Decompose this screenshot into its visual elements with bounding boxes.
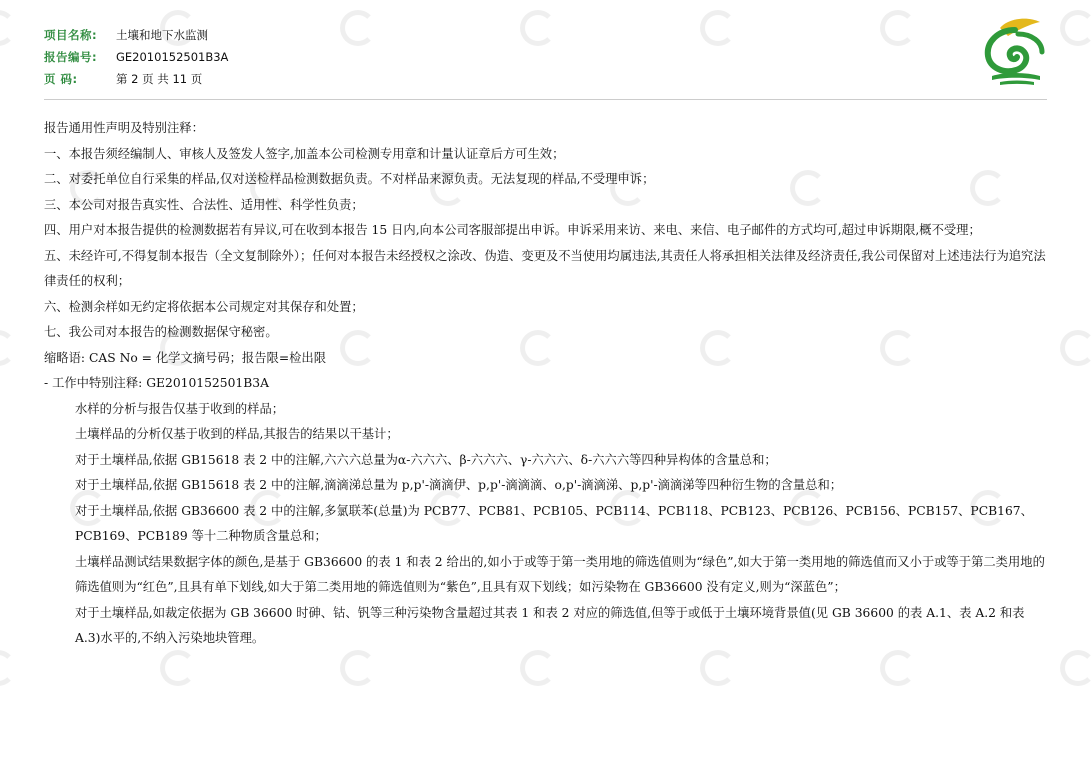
statement-item-7: 七、我公司对本报告的检测数据保守秘密。	[44, 325, 278, 339]
watermark-swirl-icon	[1060, 330, 1091, 366]
watermark-mark	[700, 10, 820, 70]
note-font-color: 土壤样品测试结果数据字体的颜色,是基于 GB36600 的表 1 和表 2 给出的,如小于或等于第一类用地的筛选值则为“绿色”,如大于第一类用地的筛选值而又小于或等于第二类用地的筛选值则为“红色”,且具有单下划线,如大于第二类用地的筛选值则为“紫色”,且具有双下划线；如污染物在 GB36600 没有定义,则为“深蓝色”；	[75, 554, 1045, 594]
watermark-mark	[160, 650, 280, 710]
company-logo-icon	[978, 14, 1052, 88]
note-soil-dry-basis: 土壤样品的分析仅基于收到的样品,其报告的结果以干基计；	[75, 427, 399, 441]
page-row	[44, 68, 228, 90]
statement-item-6: 六、检测余样如无约定将依据本公司规定对其保存和处置；	[44, 299, 364, 314]
statement-title: 报告通用性声明及特别注释：	[44, 121, 204, 135]
watermark-mark	[340, 10, 460, 70]
watermark-swirl-icon	[1060, 10, 1091, 46]
watermark-mark	[1060, 330, 1091, 390]
watermark-mark	[700, 650, 820, 710]
report-no-row	[44, 46, 228, 68]
statement-item-3: 三、本公司对报告真实性、合法性、适用性、科学性负责；	[44, 197, 364, 212]
note-hch-total: 对于土壤样品,依据 GB15618 表 2 中的注解,六六六总量为α-六六六、β-六六六、γ-六六六、δ-六六六等四种异构体的含量总和；	[75, 452, 777, 467]
report-no-label: 报告编号:	[44, 50, 98, 64]
statement-item-5: 五、未经许可,不得复制本报告（全文复制除外）；任何对本报告未经授权之涂改、伪造、变更及不当使用均属违法,其责任人将承担相关法律及经济责任,我公司保留对上述违法行为追究法律责任的权利；	[44, 248, 1046, 288]
statement-body	[44, 116, 1047, 652]
watermark-mark	[880, 650, 1000, 710]
page-label: 页 码:	[44, 72, 78, 86]
watermark-swirl-icon	[0, 330, 16, 366]
note-ddt-total: 对于土壤样品,依据 GB15618 表 2 中的注解,滴滴涕总量为 p,p'-滴滴伊、p,p'-滴滴滴、o,p'-滴滴涕、p,p'-滴滴涕等四种衍生物的含量总和；	[75, 478, 843, 492]
special-notes-heading: - 工作中特别注释: GE2010152501B3A	[44, 376, 269, 390]
header-divider	[44, 99, 1047, 100]
statement-item-2: 二、对委托单位自行采集的样品,仅对送检样品检测数据负责。不对样品来源负责。无法复现的样品,不受理申诉；	[44, 172, 655, 186]
watermark-mark	[520, 10, 640, 70]
report-no-value: GE2010152501B3A	[116, 50, 229, 64]
watermark-swirl-icon	[520, 650, 556, 686]
watermark-swirl-icon	[340, 650, 376, 686]
watermark-swirl-icon	[700, 650, 736, 686]
watermark-swirl-icon	[0, 650, 16, 686]
watermark-swirl-icon	[340, 10, 376, 46]
watermark-mark	[340, 650, 460, 710]
note-water-sample: 水样的分析与报告仅基于收到的样品；	[75, 401, 285, 416]
project-label: 项目名称:	[44, 28, 98, 42]
note-pcb-total: 对于土壤样品,依据 GB36600 表 2 中的注解,多氯联苯(总量)为 PCB77、PCB81、PCB105、PCB114、PCB118、PCB123、PCB126、PCB156、PCB157、PCB167、PCB169、PCB189 等十二种物质含量总和；	[75, 503, 1033, 543]
note-background-value: 对于土壤样品,如裁定依据为 GB 36600 时砷、钴、钒等三种污染物含量超过其表 1 和表 2 对应的筛选值,但等于或低于土壤环境背景值(见 GB 36600 的表 A.1、表 A.2 和表 A.3)水平的,不纳入污染地块管理。	[75, 605, 1025, 645]
watermark-mark	[1060, 650, 1091, 710]
watermark-swirl-icon	[160, 650, 196, 686]
watermark-mark	[1060, 10, 1091, 70]
watermark-swirl-icon	[0, 10, 16, 46]
watermark-swirl-icon	[700, 10, 736, 46]
page-value: 第 2 页 共 11 页	[116, 72, 203, 86]
report-header	[44, 24, 228, 90]
project-value: 土壤和地下水监测	[116, 28, 208, 42]
statement-item-4: 四、用户对本报告提供的检测数据若有异议,可在收到本报告 15 日内,向本公司客服部提出申诉。申诉采用来访、来电、来信、电子邮件的方式均可,超过申诉期限,概不受理；	[44, 223, 981, 237]
watermark-mark	[0, 650, 100, 710]
watermark-swirl-icon	[520, 10, 556, 46]
project-row	[44, 24, 228, 46]
watermark-swirl-icon	[880, 10, 916, 46]
watermark-swirl-icon	[1060, 650, 1091, 686]
statement-item-1: 一、本报告须经编制人、审核人及签发人签字,加盖本公司检测专用章和计量认证章后方可生效；	[44, 146, 565, 161]
watermark-mark	[520, 650, 640, 710]
watermark-swirl-icon	[880, 650, 916, 686]
abbreviation-line: 缩略语: CAS No = 化学文摘号码；报告限=检出限	[44, 350, 327, 365]
